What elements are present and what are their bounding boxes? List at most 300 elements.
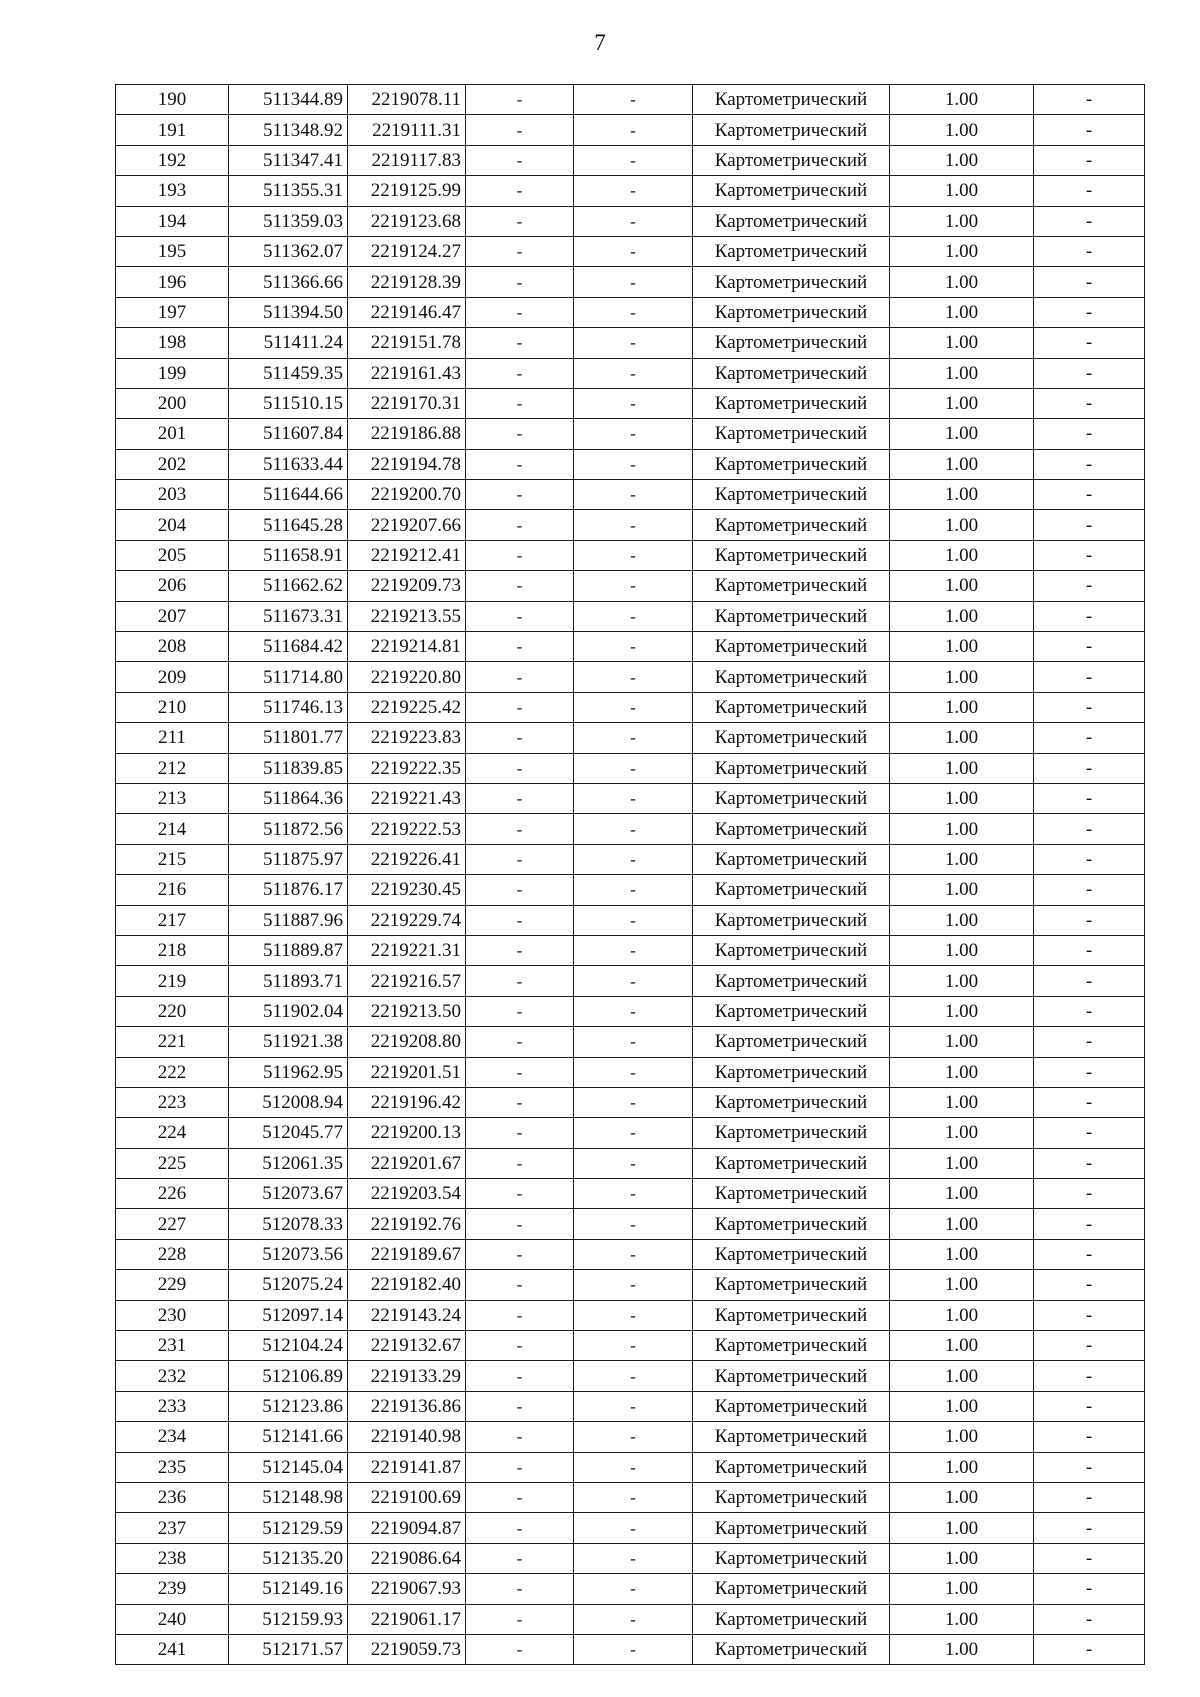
y-coordinate-cell: 2219182.40	[348, 1270, 466, 1300]
point-number-cell: 220	[116, 996, 229, 1026]
x-coordinate-cell: 512149.16	[229, 1574, 348, 1604]
old-y-cell: -	[574, 115, 693, 145]
method-cell: Картометрический	[693, 1148, 890, 1178]
old-x-cell: -	[466, 449, 574, 479]
table-row	[116, 1057, 1145, 1087]
method-cell: Картометрический	[693, 814, 890, 844]
x-coordinate-cell: 511644.66	[229, 480, 348, 510]
method-cell: Картометрический	[693, 1543, 890, 1573]
method-cell: Картометрический	[693, 1239, 890, 1269]
x-coordinate-cell: 511864.36	[229, 783, 348, 813]
accuracy-cell: 1.00	[890, 388, 1034, 418]
x-coordinate-cell: 511921.38	[229, 1027, 348, 1057]
old-y-cell: -	[574, 328, 693, 358]
old-y-cell: -	[574, 388, 693, 418]
y-coordinate-cell: 2219222.53	[348, 814, 466, 844]
old-x-cell: -	[466, 1543, 574, 1573]
accuracy-cell: 1.00	[890, 996, 1034, 1026]
accuracy-cell: 1.00	[890, 905, 1034, 935]
accuracy-cell: 1.00	[890, 1300, 1034, 1330]
old-x-cell: -	[466, 1513, 574, 1543]
old-y-cell: -	[574, 267, 693, 297]
table-row	[116, 358, 1145, 388]
method-cell: Картометрический	[693, 1604, 890, 1634]
y-coordinate-cell: 2219214.81	[348, 632, 466, 662]
y-coordinate-cell: 2219161.43	[348, 358, 466, 388]
table-row	[116, 267, 1145, 297]
description-cell: -	[1034, 388, 1145, 418]
method-cell: Картометрический	[693, 328, 890, 358]
old-y-cell: -	[574, 814, 693, 844]
x-coordinate-cell: 511714.80	[229, 662, 348, 692]
old-y-cell: -	[574, 236, 693, 266]
method-cell: Картометрический	[693, 1574, 890, 1604]
y-coordinate-cell: 2219200.70	[348, 480, 466, 510]
point-number-cell: 223	[116, 1087, 229, 1117]
old-y-cell: -	[574, 1513, 693, 1543]
old-y-cell: -	[574, 540, 693, 570]
accuracy-cell: 1.00	[890, 115, 1034, 145]
point-number-cell: 203	[116, 480, 229, 510]
y-coordinate-cell: 2219216.57	[348, 966, 466, 996]
accuracy-cell: 1.00	[890, 540, 1034, 570]
table-row	[116, 236, 1145, 266]
accuracy-cell: 1.00	[890, 692, 1034, 722]
point-number-cell: 197	[116, 297, 229, 327]
point-number-cell: 228	[116, 1239, 229, 1269]
point-number-cell: 226	[116, 1179, 229, 1209]
description-cell: -	[1034, 1543, 1145, 1573]
description-cell: -	[1034, 905, 1145, 935]
old-y-cell: -	[574, 1239, 693, 1269]
accuracy-cell: 1.00	[890, 1513, 1034, 1543]
description-cell: -	[1034, 1118, 1145, 1148]
old-x-cell: -	[466, 1422, 574, 1452]
old-x-cell: -	[466, 662, 574, 692]
table-row	[116, 662, 1145, 692]
y-coordinate-cell: 2219086.64	[348, 1543, 466, 1573]
old-y-cell: -	[574, 1482, 693, 1512]
method-cell: Картометрический	[693, 115, 890, 145]
method-cell: Картометрический	[693, 358, 890, 388]
x-coordinate-cell: 512008.94	[229, 1087, 348, 1117]
old-x-cell: -	[466, 206, 574, 236]
table-row	[116, 632, 1145, 662]
x-coordinate-cell: 511344.89	[229, 85, 348, 115]
y-coordinate-cell: 2219143.24	[348, 1300, 466, 1330]
accuracy-cell: 1.00	[890, 449, 1034, 479]
y-coordinate-cell: 2219111.31	[348, 115, 466, 145]
old-x-cell: -	[466, 419, 574, 449]
y-coordinate-cell: 2219133.29	[348, 1361, 466, 1391]
y-coordinate-cell: 2219140.98	[348, 1422, 466, 1452]
table-row	[116, 388, 1145, 418]
table-row	[116, 753, 1145, 783]
method-cell: Картометрический	[693, 601, 890, 631]
method-cell: Картометрический	[693, 1027, 890, 1057]
description-cell: -	[1034, 267, 1145, 297]
description-cell: -	[1034, 1422, 1145, 1452]
y-coordinate-cell: 2219194.78	[348, 449, 466, 479]
x-coordinate-cell: 511887.96	[229, 905, 348, 935]
old-x-cell: -	[466, 1482, 574, 1512]
old-y-cell: -	[574, 1300, 693, 1330]
y-coordinate-cell: 2219151.78	[348, 328, 466, 358]
accuracy-cell: 1.00	[890, 966, 1034, 996]
table-row	[116, 1513, 1145, 1543]
old-x-cell: -	[466, 480, 574, 510]
y-coordinate-cell: 2219225.42	[348, 692, 466, 722]
table-row	[116, 844, 1145, 874]
x-coordinate-cell: 511746.13	[229, 692, 348, 722]
point-number-cell: 207	[116, 601, 229, 631]
description-cell: -	[1034, 966, 1145, 996]
description-cell: -	[1034, 996, 1145, 1026]
x-coordinate-cell: 511962.95	[229, 1057, 348, 1087]
x-coordinate-cell: 512073.56	[229, 1239, 348, 1269]
method-cell: Картометрический	[693, 935, 890, 965]
table-row	[116, 145, 1145, 175]
method-cell: Картометрический	[693, 480, 890, 510]
point-number-cell: 192	[116, 145, 229, 175]
accuracy-cell: 1.00	[890, 1452, 1034, 1482]
accuracy-cell: 1.00	[890, 1179, 1034, 1209]
y-coordinate-cell: 2219146.47	[348, 297, 466, 327]
old-y-cell: -	[574, 1057, 693, 1087]
method-cell: Картометрический	[693, 1422, 890, 1452]
point-number-cell: 214	[116, 814, 229, 844]
y-coordinate-cell: 2219200.13	[348, 1118, 466, 1148]
method-cell: Картометрический	[693, 1300, 890, 1330]
old-x-cell: -	[466, 85, 574, 115]
description-cell: -	[1034, 935, 1145, 965]
description-cell: -	[1034, 1604, 1145, 1634]
table-row	[116, 601, 1145, 631]
old-x-cell: -	[466, 1391, 574, 1421]
y-coordinate-cell: 2219212.41	[348, 540, 466, 570]
x-coordinate-cell: 512061.35	[229, 1148, 348, 1178]
method-cell: Картометрический	[693, 632, 890, 662]
table-row	[116, 1543, 1145, 1573]
old-x-cell: -	[466, 176, 574, 206]
y-coordinate-cell: 2219221.31	[348, 935, 466, 965]
method-cell: Картометрический	[693, 571, 890, 601]
table-row	[116, 1209, 1145, 1239]
table-row	[116, 875, 1145, 905]
y-coordinate-cell: 2219186.88	[348, 419, 466, 449]
y-coordinate-cell: 2219078.11	[348, 85, 466, 115]
description-cell: -	[1034, 1300, 1145, 1330]
accuracy-cell: 1.00	[890, 236, 1034, 266]
method-cell: Картометрический	[693, 1057, 890, 1087]
accuracy-cell: 1.00	[890, 145, 1034, 175]
y-coordinate-cell: 2219061.17	[348, 1604, 466, 1634]
x-coordinate-cell: 512073.67	[229, 1179, 348, 1209]
method-cell: Картометрический	[693, 1452, 890, 1482]
method-cell: Картометрический	[693, 875, 890, 905]
coordinates-table	[115, 84, 1145, 1665]
point-number-cell: 190	[116, 85, 229, 115]
old-y-cell: -	[574, 1391, 693, 1421]
method-cell: Картометрический	[693, 905, 890, 935]
x-coordinate-cell: 512123.86	[229, 1391, 348, 1421]
point-number-cell: 231	[116, 1331, 229, 1361]
y-coordinate-cell: 2219123.68	[348, 206, 466, 236]
old-x-cell: -	[466, 905, 574, 935]
accuracy-cell: 1.00	[890, 1270, 1034, 1300]
accuracy-cell: 1.00	[890, 1331, 1034, 1361]
old-y-cell: -	[574, 662, 693, 692]
old-x-cell: -	[466, 844, 574, 874]
y-coordinate-cell: 2219100.69	[348, 1482, 466, 1512]
accuracy-cell: 1.00	[890, 1209, 1034, 1239]
old-y-cell: -	[574, 480, 693, 510]
y-coordinate-cell: 2219209.73	[348, 571, 466, 601]
method-cell: Картометрический	[693, 1118, 890, 1148]
old-x-cell: -	[466, 145, 574, 175]
old-y-cell: -	[574, 905, 693, 935]
x-coordinate-cell: 511645.28	[229, 510, 348, 540]
old-x-cell: -	[466, 1634, 574, 1664]
point-number-cell: 219	[116, 966, 229, 996]
description-cell: -	[1034, 875, 1145, 905]
old-x-cell: -	[466, 297, 574, 327]
old-x-cell: -	[466, 388, 574, 418]
old-x-cell: -	[466, 236, 574, 266]
point-number-cell: 233	[116, 1391, 229, 1421]
old-x-cell: -	[466, 1027, 574, 1057]
page-number: 7	[594, 30, 606, 55]
old-y-cell: -	[574, 1604, 693, 1634]
description-cell: -	[1034, 1057, 1145, 1087]
old-y-cell: -	[574, 783, 693, 813]
x-coordinate-cell: 512148.98	[229, 1482, 348, 1512]
y-coordinate-cell: 2219213.55	[348, 601, 466, 631]
y-coordinate-cell: 2219189.67	[348, 1239, 466, 1269]
old-x-cell: -	[466, 753, 574, 783]
x-coordinate-cell: 511839.85	[229, 753, 348, 783]
point-number-cell: 241	[116, 1634, 229, 1664]
point-number-cell: 196	[116, 267, 229, 297]
accuracy-cell: 1.00	[890, 1482, 1034, 1512]
old-y-cell: -	[574, 449, 693, 479]
accuracy-cell: 1.00	[890, 1543, 1034, 1573]
description-cell: -	[1034, 1513, 1145, 1543]
point-number-cell: 221	[116, 1027, 229, 1057]
point-number-cell: 194	[116, 206, 229, 236]
description-cell: -	[1034, 1634, 1145, 1664]
old-y-cell: -	[574, 1634, 693, 1664]
point-number-cell: 205	[116, 540, 229, 570]
x-coordinate-cell: 512045.77	[229, 1118, 348, 1148]
x-coordinate-cell: 512159.93	[229, 1604, 348, 1634]
description-cell: -	[1034, 115, 1145, 145]
description-cell: -	[1034, 844, 1145, 874]
point-number-cell: 235	[116, 1452, 229, 1482]
point-number-cell: 211	[116, 723, 229, 753]
description-cell: -	[1034, 601, 1145, 631]
y-coordinate-cell: 2219201.67	[348, 1148, 466, 1178]
point-number-cell: 213	[116, 783, 229, 813]
old-x-cell: -	[466, 723, 574, 753]
accuracy-cell: 1.00	[890, 510, 1034, 540]
table-row	[116, 692, 1145, 722]
method-cell: Картометрический	[693, 753, 890, 783]
old-y-cell: -	[574, 1543, 693, 1573]
method-cell: Картометрический	[693, 388, 890, 418]
table-row	[116, 1391, 1145, 1421]
description-cell: -	[1034, 662, 1145, 692]
y-coordinate-cell: 2219229.74	[348, 905, 466, 935]
description-cell: -	[1034, 1027, 1145, 1057]
description-cell: -	[1034, 480, 1145, 510]
table-row	[116, 449, 1145, 479]
old-x-cell: -	[466, 692, 574, 722]
table-row	[116, 419, 1145, 449]
x-coordinate-cell: 511633.44	[229, 449, 348, 479]
description-cell: -	[1034, 419, 1145, 449]
old-y-cell: -	[574, 875, 693, 905]
table-row	[116, 1361, 1145, 1391]
table-row	[116, 1300, 1145, 1330]
accuracy-cell: 1.00	[890, 419, 1034, 449]
x-coordinate-cell: 512104.24	[229, 1331, 348, 1361]
point-number-cell: 222	[116, 1057, 229, 1087]
description-cell: -	[1034, 1482, 1145, 1512]
description-cell: -	[1034, 783, 1145, 813]
x-coordinate-cell: 511684.42	[229, 632, 348, 662]
accuracy-cell: 1.00	[890, 783, 1034, 813]
y-coordinate-cell: 2219196.42	[348, 1087, 466, 1117]
old-y-cell: -	[574, 1361, 693, 1391]
table-row	[116, 966, 1145, 996]
point-number-cell: 204	[116, 510, 229, 540]
table-row	[116, 905, 1145, 935]
accuracy-cell: 1.00	[890, 297, 1034, 327]
old-x-cell: -	[466, 996, 574, 1026]
point-number-cell: 212	[116, 753, 229, 783]
description-cell: -	[1034, 1574, 1145, 1604]
accuracy-cell: 1.00	[890, 723, 1034, 753]
method-cell: Картометрический	[693, 1513, 890, 1543]
x-coordinate-cell: 511875.97	[229, 844, 348, 874]
x-coordinate-cell: 511872.56	[229, 814, 348, 844]
y-coordinate-cell: 2219170.31	[348, 388, 466, 418]
table-row	[116, 814, 1145, 844]
y-coordinate-cell: 2219222.35	[348, 753, 466, 783]
description-cell: -	[1034, 85, 1145, 115]
accuracy-cell: 1.00	[890, 1027, 1034, 1057]
point-number-cell: 209	[116, 662, 229, 692]
old-y-cell: -	[574, 571, 693, 601]
old-x-cell: -	[466, 1239, 574, 1269]
old-y-cell: -	[574, 1574, 693, 1604]
method-cell: Картометрический	[693, 1361, 890, 1391]
table-row	[116, 1027, 1145, 1057]
accuracy-cell: 1.00	[890, 480, 1034, 510]
accuracy-cell: 1.00	[890, 1239, 1034, 1269]
point-number-cell: 193	[116, 176, 229, 206]
old-x-cell: -	[466, 1574, 574, 1604]
point-number-cell: 200	[116, 388, 229, 418]
old-y-cell: -	[574, 935, 693, 965]
accuracy-cell: 1.00	[890, 601, 1034, 631]
y-coordinate-cell: 2219208.80	[348, 1027, 466, 1057]
y-coordinate-cell: 2219128.39	[348, 267, 466, 297]
old-x-cell: -	[466, 783, 574, 813]
old-y-cell: -	[574, 844, 693, 874]
method-cell: Картометрический	[693, 85, 890, 115]
table-row	[116, 1482, 1145, 1512]
x-coordinate-cell: 512129.59	[229, 1513, 348, 1543]
point-number-cell: 237	[116, 1513, 229, 1543]
x-coordinate-cell: 512106.89	[229, 1361, 348, 1391]
table-row	[116, 1270, 1145, 1300]
point-number-cell: 198	[116, 328, 229, 358]
old-y-cell: -	[574, 1148, 693, 1178]
description-cell: -	[1034, 1209, 1145, 1239]
table-row	[116, 1148, 1145, 1178]
old-x-cell: -	[466, 1604, 574, 1634]
description-cell: -	[1034, 692, 1145, 722]
old-x-cell: -	[466, 571, 574, 601]
accuracy-cell: 1.00	[890, 632, 1034, 662]
old-x-cell: -	[466, 1148, 574, 1178]
old-x-cell: -	[466, 1361, 574, 1391]
y-coordinate-cell: 2219203.54	[348, 1179, 466, 1209]
y-coordinate-cell: 2219059.73	[348, 1634, 466, 1664]
accuracy-cell: 1.00	[890, 1391, 1034, 1421]
table-body	[116, 85, 1145, 1665]
x-coordinate-cell: 511673.31	[229, 601, 348, 631]
old-y-cell: -	[574, 176, 693, 206]
old-y-cell: -	[574, 419, 693, 449]
point-number-cell: 195	[116, 236, 229, 266]
x-coordinate-cell: 511801.77	[229, 723, 348, 753]
accuracy-cell: 1.00	[890, 1087, 1034, 1117]
table-row	[116, 115, 1145, 145]
method-cell: Картометрический	[693, 297, 890, 327]
point-number-cell: 234	[116, 1422, 229, 1452]
point-number-cell: 191	[116, 115, 229, 145]
y-coordinate-cell: 2219141.87	[348, 1452, 466, 1482]
accuracy-cell: 1.00	[890, 358, 1034, 388]
method-cell: Картометрический	[693, 449, 890, 479]
point-number-cell: 224	[116, 1118, 229, 1148]
accuracy-cell: 1.00	[890, 328, 1034, 358]
description-cell: -	[1034, 328, 1145, 358]
accuracy-cell: 1.00	[890, 176, 1034, 206]
method-cell: Картометрический	[693, 1634, 890, 1664]
x-coordinate-cell: 511362.07	[229, 236, 348, 266]
x-coordinate-cell: 512135.20	[229, 1543, 348, 1573]
method-cell: Картометрический	[693, 1179, 890, 1209]
old-x-cell: -	[466, 966, 574, 996]
accuracy-cell: 1.00	[890, 662, 1034, 692]
accuracy-cell: 1.00	[890, 875, 1034, 905]
old-y-cell: -	[574, 145, 693, 175]
point-number-cell: 225	[116, 1148, 229, 1178]
method-cell: Картометрический	[693, 176, 890, 206]
x-coordinate-cell: 511366.66	[229, 267, 348, 297]
method-cell: Картометрический	[693, 966, 890, 996]
point-number-cell: 216	[116, 875, 229, 905]
description-cell: -	[1034, 1179, 1145, 1209]
accuracy-cell: 1.00	[890, 1604, 1034, 1634]
table-row	[116, 1331, 1145, 1361]
table-row	[116, 510, 1145, 540]
accuracy-cell: 1.00	[890, 1634, 1034, 1664]
